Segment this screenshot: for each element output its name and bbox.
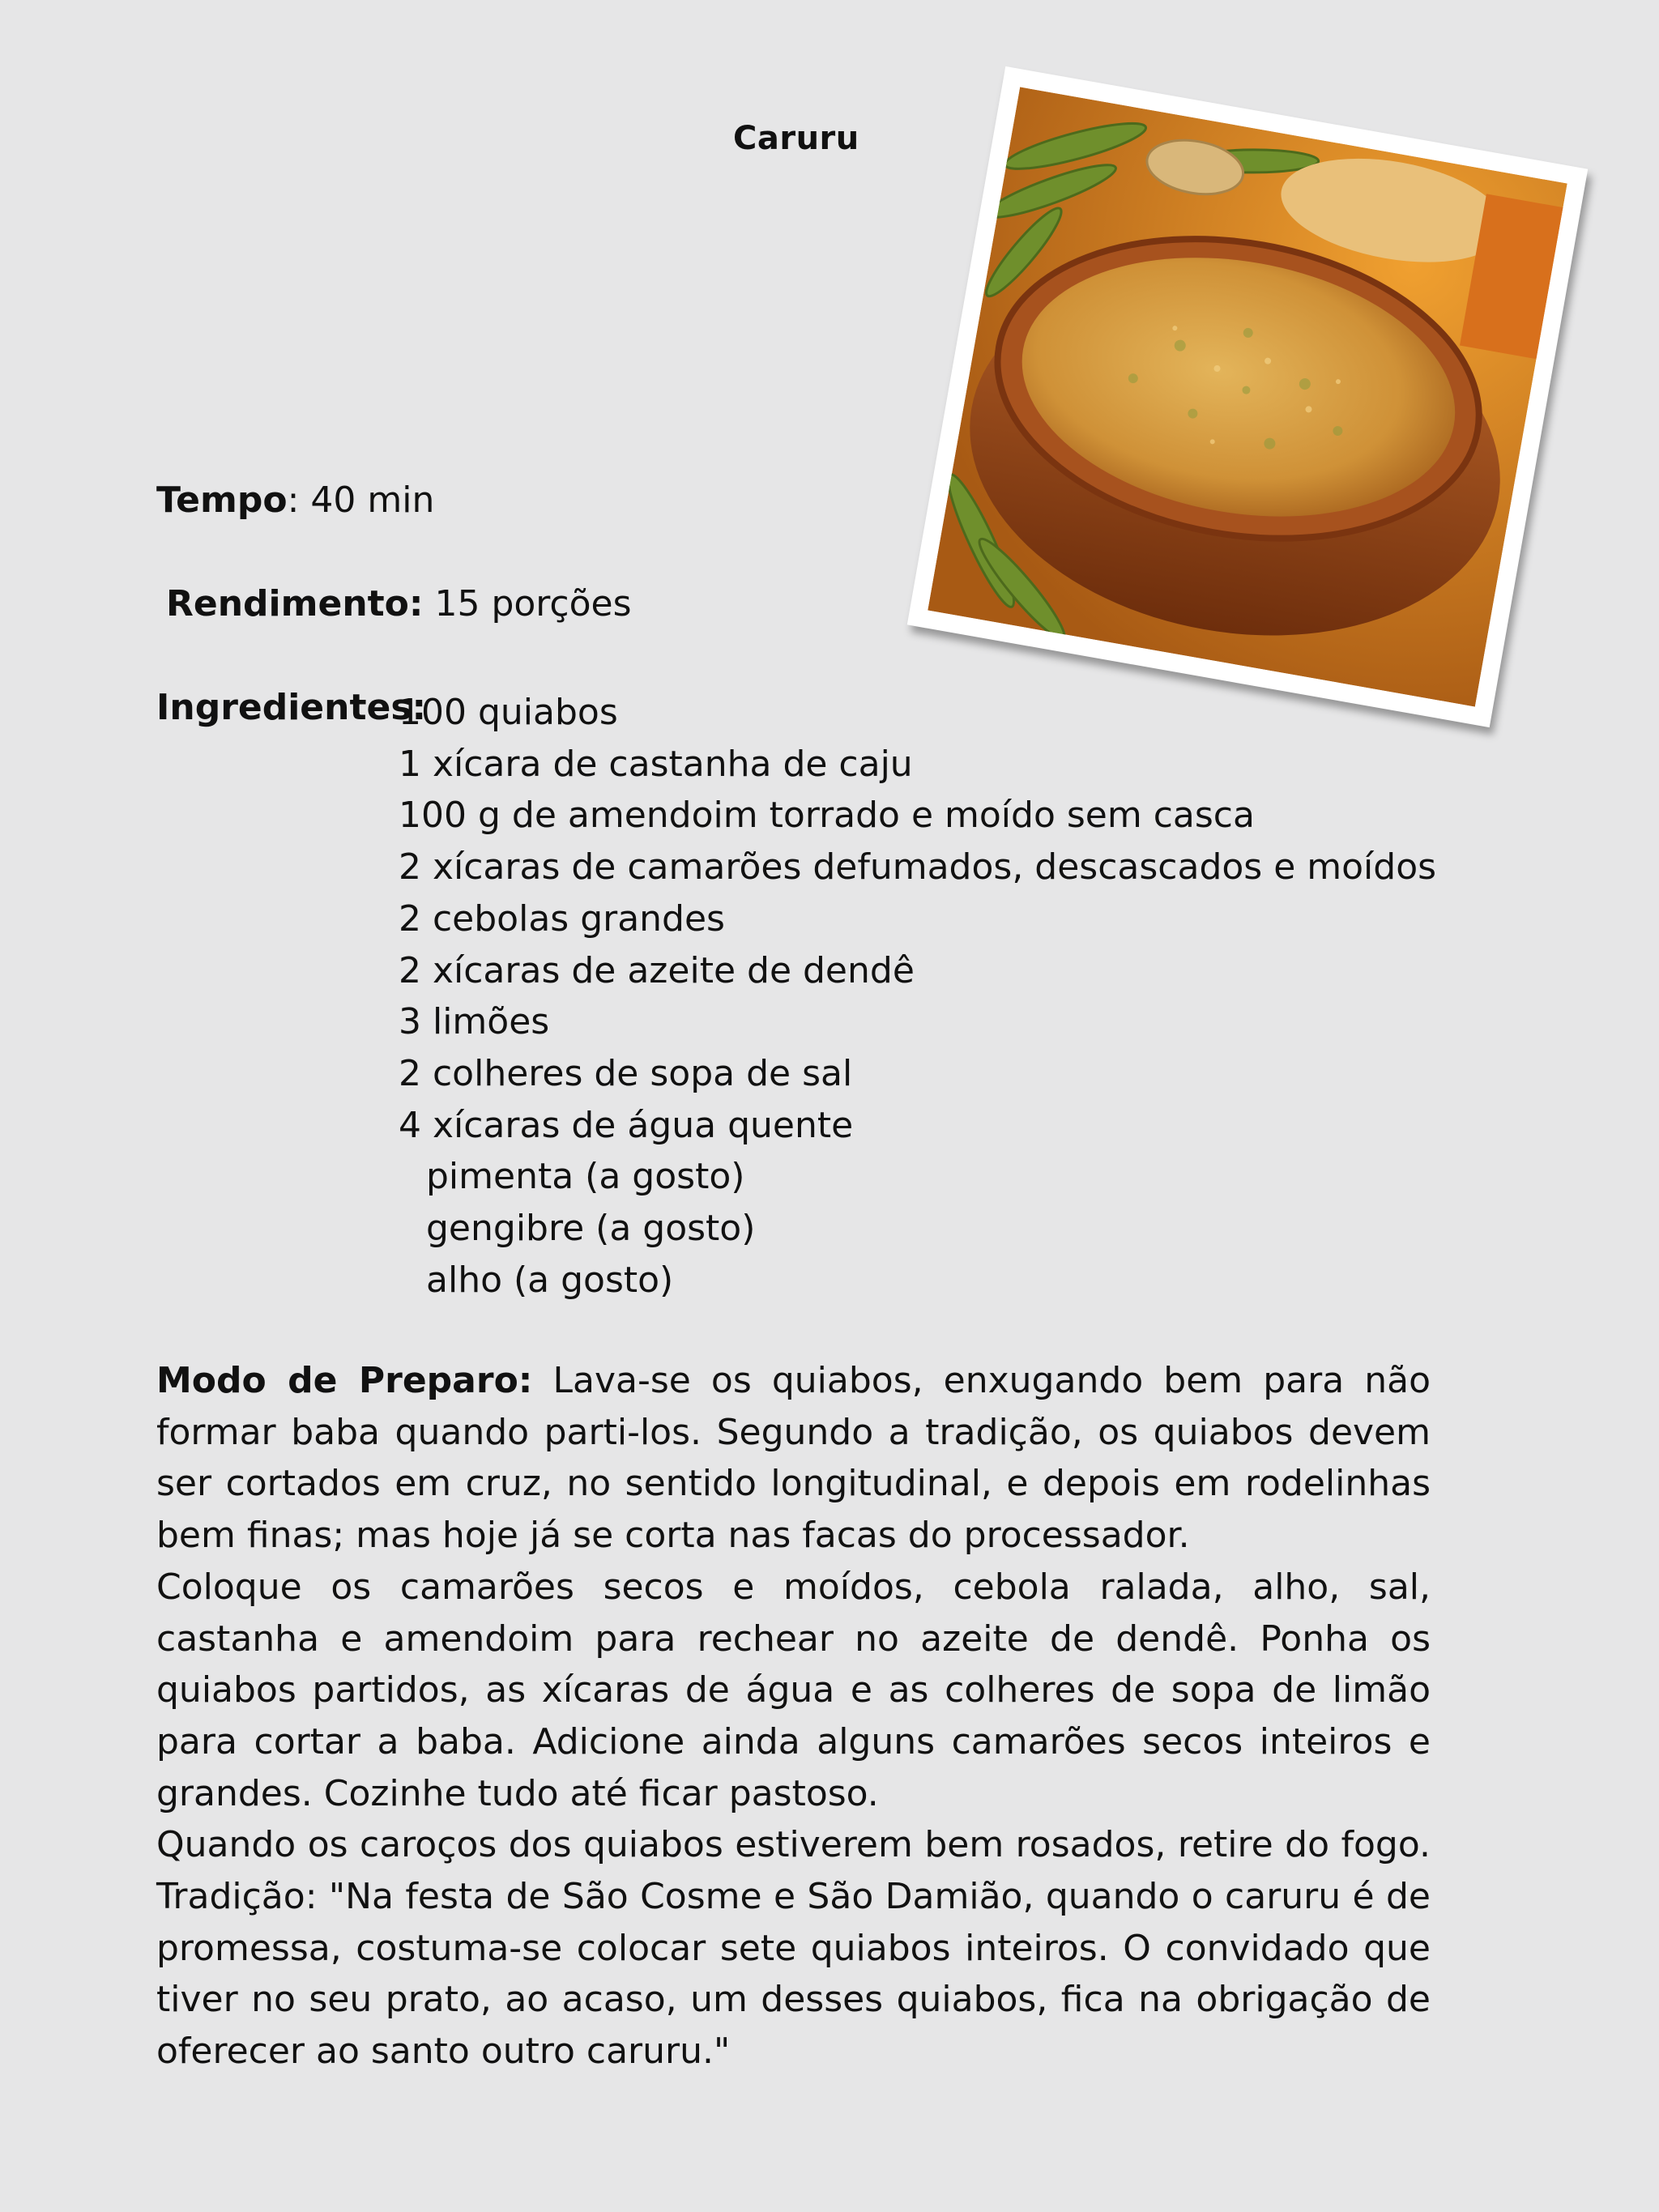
rendimento-value: 15 porções: [423, 583, 632, 624]
ingredient-item: 2 cebolas grandes: [399, 897, 725, 940]
prep-paragraph: [156, 1355, 1431, 1562]
modo-de-preparo: [156, 1355, 1431, 2078]
tempo-line: [156, 479, 434, 521]
ingredient-item: 2 colheres de sopa de sal: [399, 1052, 853, 1094]
prep-paragraph: Quando os caroços dos quiabos estiverem bem rosados, retire do fogo. Tradição: "Na festa de São Cosme e São Damião, quando o caruru é de promessa, costuma-se colocar sete quiabos inteiros. O convidado que tiver no seu prato, ao acaso, um desses quiabos, fica na obrigação de oferecer ao santo outro caruru.": [156, 1824, 1431, 2073]
ingredient-item: gengibre (a gosto): [426, 1208, 756, 1250]
ingredient-item: alho (a gosto): [426, 1259, 674, 1301]
tempo-label: Tempo: [156, 479, 288, 521]
recipe-title: Caruru: [733, 120, 859, 157]
ingredient-item: 1 xícara de castanha de caju: [399, 743, 913, 785]
ingredient-item: 3 limões: [399, 1001, 550, 1043]
ingredients-list: [399, 687, 1436, 1306]
ingredient-item: 100 g de amendoim torrado e moído sem casca: [399, 795, 1255, 837]
rendimento-line: [166, 583, 632, 624]
rendimento-label: Rendimento:: [166, 583, 424, 624]
ingredient-item: 2 xícaras de camarões defumados, descascados e moídos: [399, 846, 1437, 889]
caruru-dish-image: [928, 87, 1567, 706]
ingredient-item: 2 xícaras de azeite de dendê: [399, 949, 915, 991]
tempo-value: : 40 min: [287, 479, 435, 521]
ingredientes-label: Ingredientes:: [156, 687, 427, 728]
ingredient-item: pimenta (a gosto): [426, 1156, 745, 1198]
prep-paragraph: Coloque os camarões secos e moídos, cebola ralada, alho, sal, castanha e amendoim para rechear no azeite de dendê. Ponha os quiabos partidos, as xícaras de água e as colheres de sopa de limão para cortar a baba. Adicione ainda alguns camarões secos inteiros e grandes. Cozinhe tudo até ficar pastoso.: [156, 1566, 1431, 1814]
caruru-photo: [907, 66, 1588, 727]
ingredient-item: 4 xícaras de água quente: [399, 1104, 854, 1146]
ingredient-item: 100 quiabos: [399, 692, 618, 733]
prep-text: Lava-se os quiabos, enxugando bem para não formar baba quando parti-los. Segundo a tradição, os quiabos devem ser cortados em cruz, no sentido longitudinal, e depois em rodelinhas bem finas; mas hoje já se corta nas facas do processador.: [156, 1360, 1431, 1557]
modo-de-preparo-label: Modo de Preparo:: [156, 1360, 533, 1401]
